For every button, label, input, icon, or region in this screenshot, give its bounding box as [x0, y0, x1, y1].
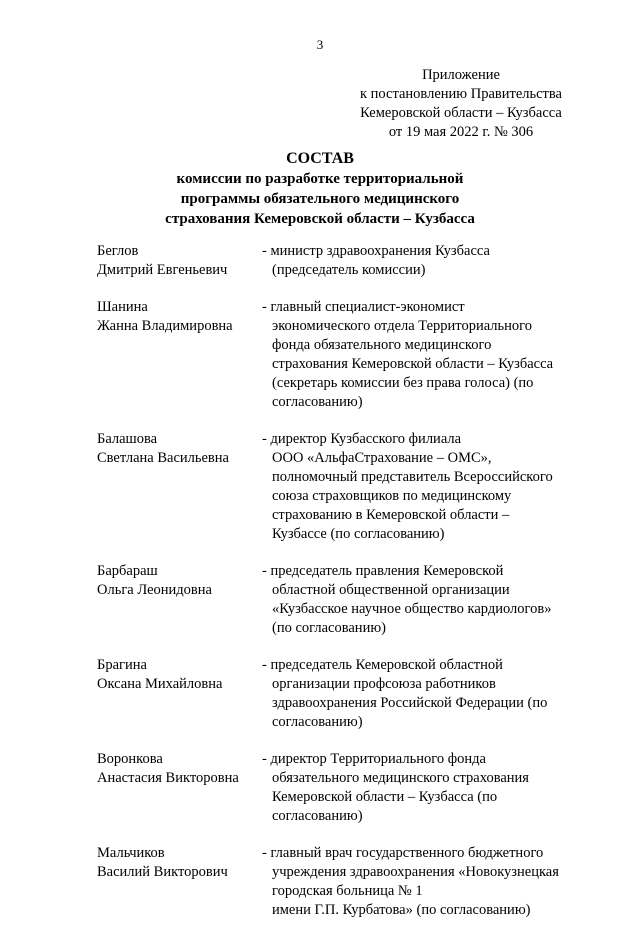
member-row: [97, 242, 597, 280]
page-number: 3: [316, 37, 324, 52]
member-description-line: согласованию): [272, 394, 363, 410]
member-surname: Шанина: [97, 299, 148, 315]
member-description-line: учреждения здравоохранения «Новокузнецкая: [272, 864, 559, 880]
member-description-line: - директор Территориального фонда: [262, 751, 486, 767]
member-surname: Балашова: [97, 431, 158, 447]
member-description-line: областной общественной организации: [272, 582, 510, 598]
member-name: [97, 656, 262, 732]
member-description-line: (секретарь комиссии без права голоса) (по: [272, 375, 534, 391]
member-description-line: согласованию): [272, 808, 363, 824]
member-description-line: организации профсоюза работников: [272, 676, 496, 692]
member-description-line: фонда обязательного медицинского: [272, 337, 492, 353]
member-description-line: здравоохранения Российской Федерации (по: [272, 695, 548, 711]
member-description-line: имени Г.П. Курбатова» (по согласованию): [272, 902, 531, 918]
member-description-line: обязательного медицинского страхования: [272, 770, 529, 786]
member-surname: Беглов: [97, 243, 139, 259]
member-given-names: Дмитрий Евгеньевич: [97, 262, 228, 278]
member-description-line: - председатель правления Кемеровской: [262, 563, 504, 579]
member-given-names: Анастасия Викторовна: [97, 770, 239, 786]
member-description-line: союза страховщиков по медицинскому: [272, 488, 512, 504]
member-row: [97, 656, 597, 732]
member-row: [97, 298, 597, 412]
member-surname: Барбараш: [97, 563, 158, 579]
member-description-line: страхованию в Кемеровской области –: [272, 507, 510, 523]
member-row: [97, 750, 597, 826]
document-title: [0, 149, 640, 229]
member-description-line: - председатель Кемеровской областной: [262, 657, 503, 673]
member-given-names: Ольга Леонидовна: [97, 582, 212, 598]
member-name: [97, 242, 262, 280]
member-description-line: полномочный представитель Всероссийского: [272, 469, 553, 485]
member-description-line: (председатель комиссии): [272, 262, 426, 278]
member-row: [97, 562, 597, 638]
member-description-line: ООО «АльфаСтрахование – ОМС»,: [272, 450, 492, 466]
members-list: [97, 242, 597, 938]
member-name: [97, 298, 262, 412]
member-surname: Воронкова: [97, 751, 163, 767]
title-main: СОСТАВ: [286, 150, 354, 167]
annex-line: к постановлению Правительства: [360, 86, 562, 102]
member-description-line: Кузбассе (по согласованию): [272, 526, 445, 542]
member-name: [97, 750, 262, 826]
member-description-line: - министр здравоохранения Кузбасса: [262, 243, 490, 259]
member-description: [262, 844, 597, 920]
member-given-names: Оксана Михайловна: [97, 676, 223, 692]
member-description-line: - директор Кузбасского филиала: [262, 431, 462, 447]
member-description: [262, 656, 597, 732]
annex-line: Приложение: [422, 67, 500, 83]
title-line: программы обязательного медицинского: [180, 191, 460, 207]
annex-line: Кемеровской области – Кузбасса: [360, 105, 562, 121]
member-given-names: Жанна Владимировна: [97, 318, 233, 334]
member-name: [97, 844, 262, 920]
title-line: комиссии по разработке территориальной: [176, 171, 464, 187]
member-description: [262, 562, 597, 638]
member-row: [97, 844, 597, 920]
title-line: страхования Кемеровской области – Кузбасса: [165, 211, 475, 227]
member-given-names: Василий Викторович: [97, 864, 228, 880]
member-description-line: «Кузбасское научное общество кардиологов»: [272, 601, 552, 617]
member-description: [262, 430, 597, 544]
member-description-line: - главный врач государственного бюджетного: [262, 845, 544, 861]
member-given-names: Светлана Васильевна: [97, 450, 229, 466]
annex-header: [330, 66, 592, 142]
member-surname: Брагина: [97, 657, 147, 673]
member-row: [97, 430, 597, 544]
member-surname: Мальчиков: [97, 845, 165, 861]
member-description-line: - главный специалист-экономист: [262, 299, 465, 315]
member-description-line: (по согласованию): [272, 620, 386, 636]
member-name: [97, 430, 262, 544]
member-description: [262, 242, 597, 280]
member-description: [262, 750, 597, 826]
member-description-line: городская больница № 1: [272, 883, 423, 899]
member-description: [262, 298, 597, 412]
member-description-line: согласованию): [272, 714, 363, 730]
member-description-line: экономического отдела Территориального: [272, 318, 532, 334]
annex-line: от 19 мая 2022 г. № 306: [388, 124, 534, 140]
member-description-line: страхования Кемеровской области – Кузбасса: [272, 356, 554, 372]
member-name: [97, 562, 262, 638]
member-description-line: Кемеровской области – Кузбасса (по: [272, 789, 498, 805]
